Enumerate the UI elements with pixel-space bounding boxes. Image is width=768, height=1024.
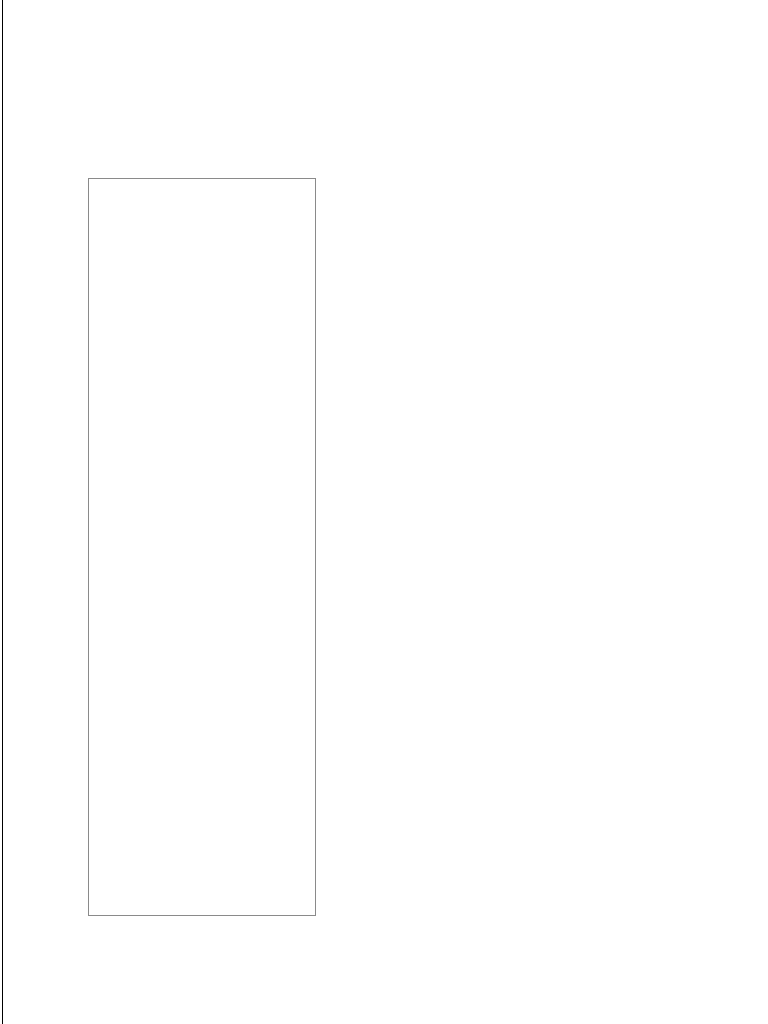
nearby-dot-icon [608,167,624,183]
adjacent-dot-icon [608,148,624,164]
legend-item-nearby [608,167,758,185]
page-left-border [2,0,3,1024]
legend-item-not-adjacent [608,186,758,204]
legend-item-adjacent [608,148,758,166]
not-adjacent-dot-icon [608,186,624,202]
room-list-box [88,178,316,916]
legend [608,148,758,208]
